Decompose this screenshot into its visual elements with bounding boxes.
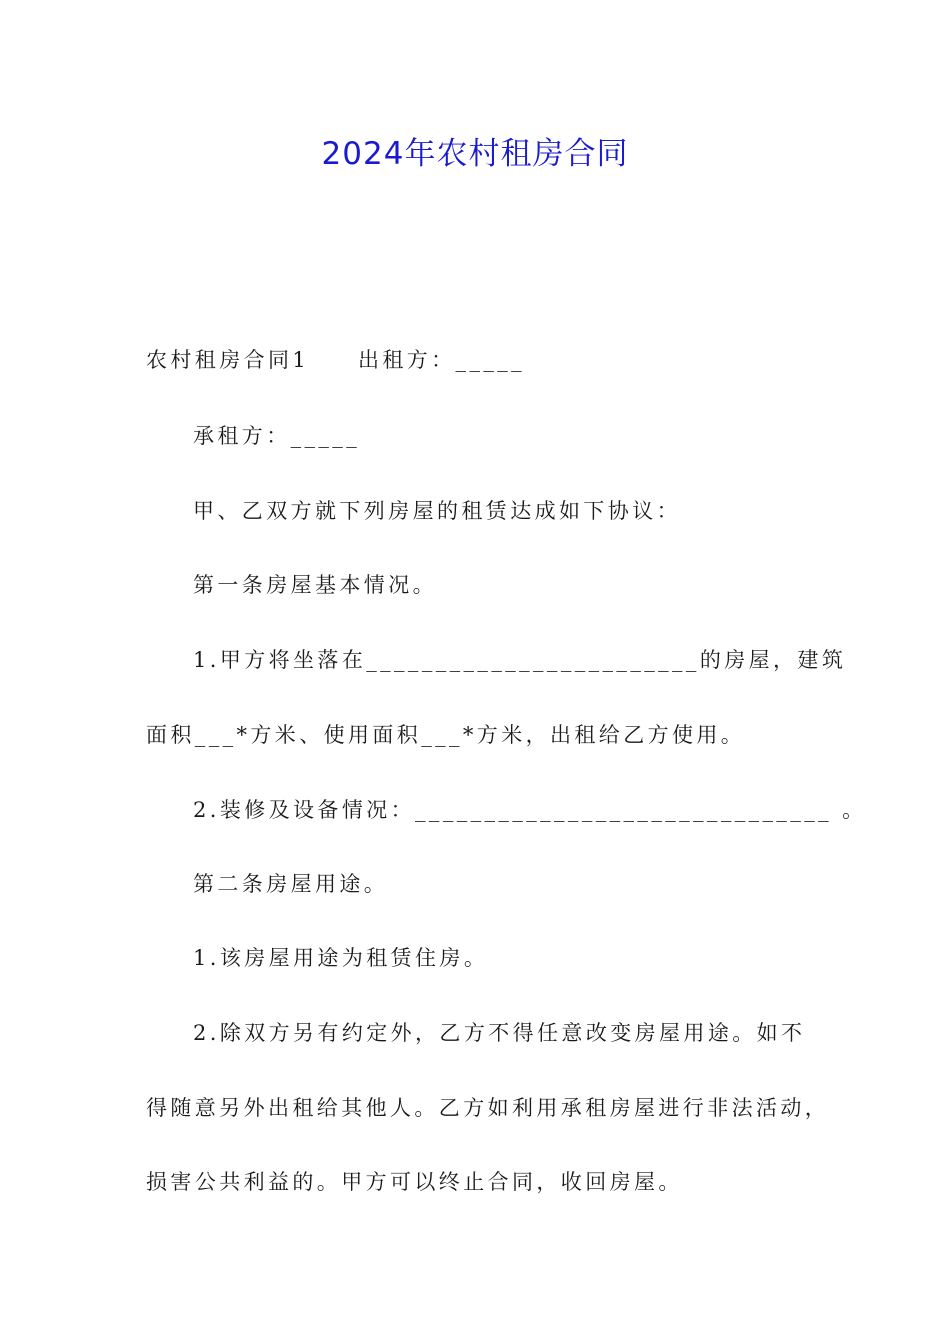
- article-1-item-2: 2.装修及设备情况：______________________________ 。: [193, 798, 867, 822]
- article-1-heading: 第一条房屋基本情况。: [193, 573, 437, 597]
- article-2-heading: 第二条房屋用途。: [193, 872, 389, 896]
- article-2-item-2-line-1: 2.除双方另有约定外，乙方不得任意改变房屋用途。如不: [193, 1021, 806, 1045]
- article-2-item-2-line-2: 得随意另外出租给其他人。乙方如利用承租房屋进行非法活动，: [146, 1096, 830, 1120]
- contract-heading-lessor-line: 农村租房合同1 出租方：_____: [146, 348, 526, 372]
- document-title: 2024年农村租房合同: [321, 136, 629, 172]
- article-2-item-1: 1.该房屋用途为租赁住房。: [193, 946, 489, 970]
- article-1-item-1-line-1: 1.甲方将坐落在________________________的房屋，建筑: [193, 648, 847, 672]
- article-2-item-2-line-3: 损害公共利益的。甲方可以终止合同，收回房屋。: [146, 1170, 683, 1194]
- article-1-item-1-line-2: 面积___*方米、使用面积___*方米，出租给乙方使用。: [146, 723, 746, 747]
- lessee-line: 承租方：_____: [193, 424, 361, 448]
- agreement-intro-paragraph: 甲、乙双方就下列房屋的租赁达成如下协议：: [193, 499, 681, 523]
